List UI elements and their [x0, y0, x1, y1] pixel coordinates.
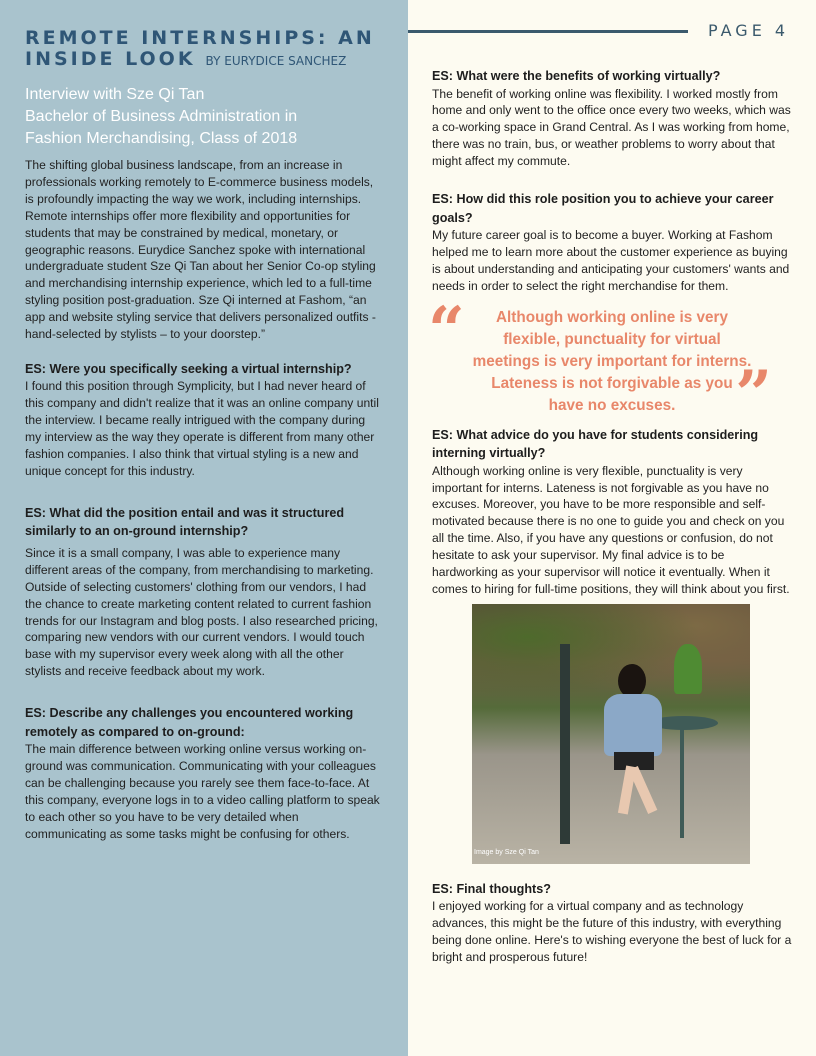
pull-quote-text: Although working online is very flexible, punctuality for virtual meetings is very important for interns. Lateness is not forgivable as you have no excuses. — [472, 308, 752, 415]
subtitle-line-1: Interview with Sze Qi Tan — [25, 86, 205, 103]
article-title-text: REMOTE INTERNSHIPS: AN INSIDE LOOK — [25, 27, 375, 70]
question-career-goals: ES: How did this role position you to achieve your career goals? — [432, 192, 774, 225]
answer-final-thoughts: I enjoyed working for a virtual company and as technology advances, this might be the future of this industry, with everything being done online. Here's to wishing everyone the best of luck for a bright and prosperous future! — [432, 899, 792, 965]
question-seeking-virtual: ES: Were you specifically seeking a virtual internship? — [25, 361, 352, 376]
question-position-entail: ES: What did the position entail and was it structured similarly to an on-ground internship? — [25, 505, 345, 539]
question-advice: ES: What advice do you have for students considering interning virtually? — [432, 427, 759, 461]
answer-seeking-virtual: I found this position through Symplicity, but I had never heard of this company and didn't realize that it was an online company until the interview. I became really intrigued with the company during my interview as the way they operate is different from many other fashion companies. I also think that virtual styling is a new and unique concept for this industry. — [25, 379, 379, 478]
intro-paragraph: The shifting global business landscape, from an increase in professionals working remotely to E-commerce business models, is profoundly impacting the way we work, including internships. Remote internships offer more flexibility and opportunities for students that may be constrained by medical, monetary, or geographic reasons. Eurydice Sanchez spoke with international undergraduate student Sze Qi Tan about her Senior Co-op styling and merchandising internship experience, which led to a full-time styling position post-graduation. Sze Qi interned at Fashom, “an app and website styling service that delivers personalized outfits - hand-selected by stylists – to your doorstep.” — [25, 158, 376, 342]
left-column — [25, 157, 383, 843]
open-quote-icon: “ — [428, 292, 465, 368]
question-benefits: ES: What were the benefits of working virtually? — [432, 69, 721, 83]
question-challenges: ES: Describe any challenges you encountered working remotely as compared to on-ground: — [25, 706, 354, 739]
answer-career-goals: My future career goal is to become a buyer. Working at Fashom helped me to learn more about the customer experience as buying is about understanding and anticipating your customers' wants and needs in order to select the right merchandise for them. — [432, 228, 790, 293]
right-column — [428, 67, 792, 966]
lamp-post — [560, 644, 570, 844]
close-quote-icon: ” — [735, 356, 772, 432]
plant-vase — [674, 644, 702, 694]
subtitle-line-3: Fashion Merchandising, Class of 2018 — [25, 130, 298, 147]
interview-subtitle — [25, 84, 385, 150]
article-title — [25, 28, 400, 72]
page-number: PAGE 4 — [708, 21, 790, 40]
pull-quote — [428, 292, 792, 432]
answer-position-entail: Since it is a small company, I was able to experience many different areas of the company, from merchandising to marketing. Outside of selecting customers' clothing from our vendors, I had the chance to create marketing content related to current fashion trends for our Instagram and blog posts. I also researched pricing, comparing new vendors with our current vendors. I would touch base with my supervisor every week along with all the other stylists and receive feedback about my work. — [25, 545, 378, 679]
byline: BY EURYDICE SANCHEZ — [205, 54, 347, 68]
answer-advice: Although working online is very flexible, punctuality is very important for interns. Lateness is not forgivable as you have no excuses. Moreover, you have to be more responsible and self-motivated because there is no one to guide you and check on you all the time. Also, if you have any questions or confusion, do not hesitate to ask your supervisor. My final advice is to be hardworking as your supervisor will notice it eventually. When it comes to hiring for full-time positions, they will think about you first. — [432, 463, 790, 597]
photo-credit: Image by Sze Qi Tan — [474, 849, 539, 857]
subtitle-line-2: Bachelor of Business Administration in — [25, 108, 298, 125]
question-final-thoughts: ES: Final thoughts? — [432, 881, 551, 896]
interviewee-photo — [472, 604, 750, 864]
answer-benefits: The benefit of working online was flexibility. I worked mostly from home and only went to the office once every two weeks, which was a co-working space in Grand Central. As I was working from home, there was no train, bus, or weather problems to worry about that might affect my commute. — [432, 86, 791, 169]
answer-challenges: The main difference between working online versus working on-ground was communication. Communicating with your colleagues can be challenging because you rarely see them face-to-face. At this company, everyone logs in to a video calling platform to speak to each other so you have to be very detailed when communicating as some tasks might be confusing for others. — [25, 742, 380, 841]
seated-person — [598, 664, 668, 814]
page-header-rule — [408, 30, 688, 33]
